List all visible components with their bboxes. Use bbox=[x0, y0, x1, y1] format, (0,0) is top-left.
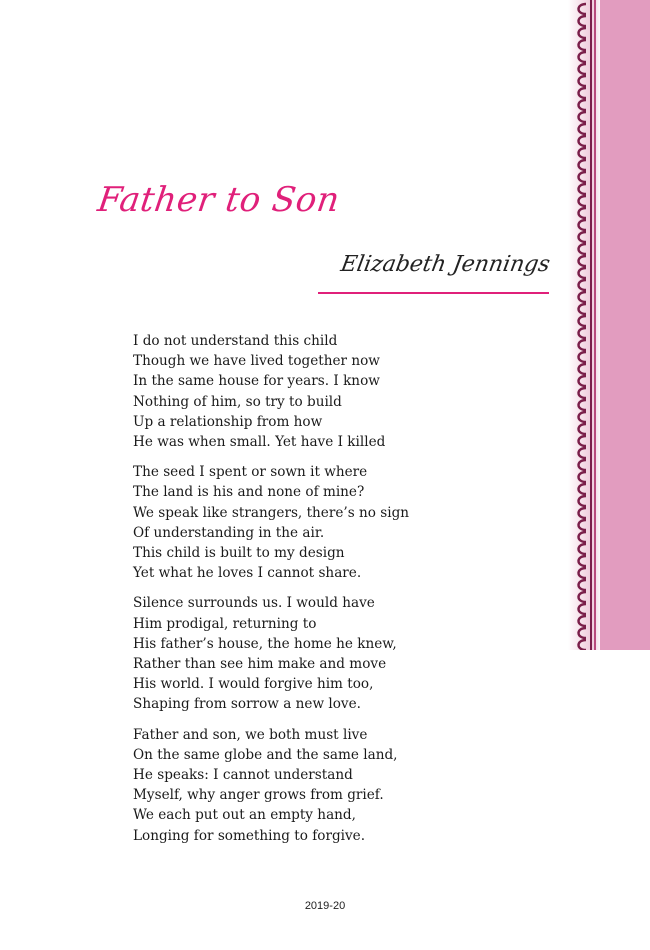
poem-line: Longing for something to forgive. bbox=[133, 827, 366, 844]
chain-link bbox=[579, 628, 587, 638]
chain-link bbox=[579, 184, 587, 194]
chain-link bbox=[579, 484, 587, 494]
poem-line: The seed I spent or sown it where bbox=[133, 464, 368, 481]
chain-link bbox=[579, 544, 587, 554]
chain-link bbox=[579, 76, 587, 86]
chain-link bbox=[579, 100, 587, 110]
chain-link bbox=[579, 256, 587, 266]
chain-link bbox=[579, 172, 587, 182]
chain-link bbox=[579, 232, 587, 242]
chain-link bbox=[579, 304, 587, 314]
chain-link bbox=[579, 592, 587, 602]
chain-link bbox=[579, 28, 587, 38]
poem-line: Though we have lived together now bbox=[133, 353, 380, 370]
chain-link bbox=[579, 604, 587, 614]
chain-link bbox=[579, 460, 587, 470]
poem-line: Shaping from sorrow a new love. bbox=[133, 696, 361, 713]
poem-line: Rather than see him make and move bbox=[133, 656, 387, 673]
chain-border-ornament-icon bbox=[572, 0, 596, 650]
poem-line: Yet what he loves I cannot share. bbox=[133, 565, 362, 582]
chain-link bbox=[579, 388, 587, 398]
pink-side-band bbox=[600, 0, 650, 650]
chain-link bbox=[579, 244, 587, 254]
chain-link bbox=[579, 148, 587, 158]
chain-link bbox=[579, 412, 587, 422]
chain-link bbox=[579, 112, 587, 122]
poem-line: Up a relationship from how bbox=[133, 413, 323, 430]
chain-link bbox=[579, 136, 587, 146]
chain-link bbox=[579, 4, 587, 14]
chain-link bbox=[579, 424, 587, 434]
chain-link bbox=[579, 280, 587, 290]
stanza bbox=[133, 593, 409, 714]
chain-link bbox=[579, 328, 587, 338]
chain-link bbox=[579, 448, 587, 458]
stanza bbox=[133, 462, 409, 583]
stanza bbox=[133, 725, 409, 846]
chain-link bbox=[579, 40, 587, 50]
chain-link bbox=[579, 16, 587, 26]
chain-link bbox=[579, 52, 587, 62]
poem-line: Of understanding in the air. bbox=[133, 524, 325, 541]
chain-link bbox=[579, 616, 587, 626]
poem-line: The land is his and none of mine? bbox=[133, 484, 365, 501]
chain-link bbox=[579, 220, 587, 230]
chain-link bbox=[579, 160, 587, 170]
poem-line: Father and son, we both must live bbox=[133, 726, 368, 743]
stanza bbox=[133, 331, 409, 452]
poem-line: In the same house for years. I know bbox=[133, 373, 380, 390]
chain-link bbox=[579, 316, 587, 326]
chain-link bbox=[579, 268, 587, 278]
chain-link bbox=[579, 340, 587, 350]
chain-link bbox=[579, 568, 587, 578]
chain-link bbox=[579, 520, 587, 530]
poem-title: Father to Son bbox=[95, 180, 343, 220]
chain-link bbox=[579, 556, 587, 566]
chain-link bbox=[579, 364, 587, 374]
chain-link bbox=[579, 88, 587, 98]
poem-line: He was when small. Yet have I killed bbox=[133, 434, 386, 451]
poem-body bbox=[133, 331, 409, 856]
chain-link bbox=[579, 292, 587, 302]
poem-line: His world. I would forgive him too, bbox=[133, 676, 374, 693]
poem-author: Elizabeth Jennings bbox=[339, 252, 553, 277]
poem-line: We speak like strangers, there’s no sign bbox=[133, 504, 410, 521]
poem-line: His father’s house, the home he knew, bbox=[133, 635, 397, 652]
poem-line: I do not understand this child bbox=[133, 333, 338, 349]
chain-link bbox=[579, 352, 587, 362]
chain-link bbox=[579, 496, 587, 506]
chain-link bbox=[579, 532, 587, 542]
chain-link bbox=[579, 436, 587, 446]
poem-line: Him prodigal, returning to bbox=[133, 615, 317, 632]
poem-line: This child is built to my design bbox=[133, 545, 345, 562]
chain-link bbox=[579, 640, 587, 650]
poem-line: We each put out an empty hand, bbox=[133, 807, 356, 824]
chain-link bbox=[579, 196, 587, 206]
chain-link bbox=[579, 472, 587, 482]
poem-line: Nothing of him, so try to build bbox=[133, 393, 342, 410]
page-footer: 2019-20 bbox=[304, 900, 346, 912]
chain-link bbox=[579, 580, 587, 590]
chain-link bbox=[579, 508, 587, 518]
author-underline bbox=[318, 292, 549, 294]
poem-line: Myself, why anger grows from grief. bbox=[133, 787, 384, 804]
chain-link bbox=[579, 124, 587, 134]
chain-link bbox=[579, 376, 587, 386]
poem-line: Silence surrounds us. I would have bbox=[133, 595, 375, 612]
chain-link bbox=[579, 400, 587, 410]
chain-link bbox=[579, 64, 587, 74]
chain-link bbox=[579, 208, 587, 218]
poem-line: He speaks: I cannot understand bbox=[133, 767, 353, 784]
poem-line: On the same globe and the same land, bbox=[133, 746, 398, 763]
